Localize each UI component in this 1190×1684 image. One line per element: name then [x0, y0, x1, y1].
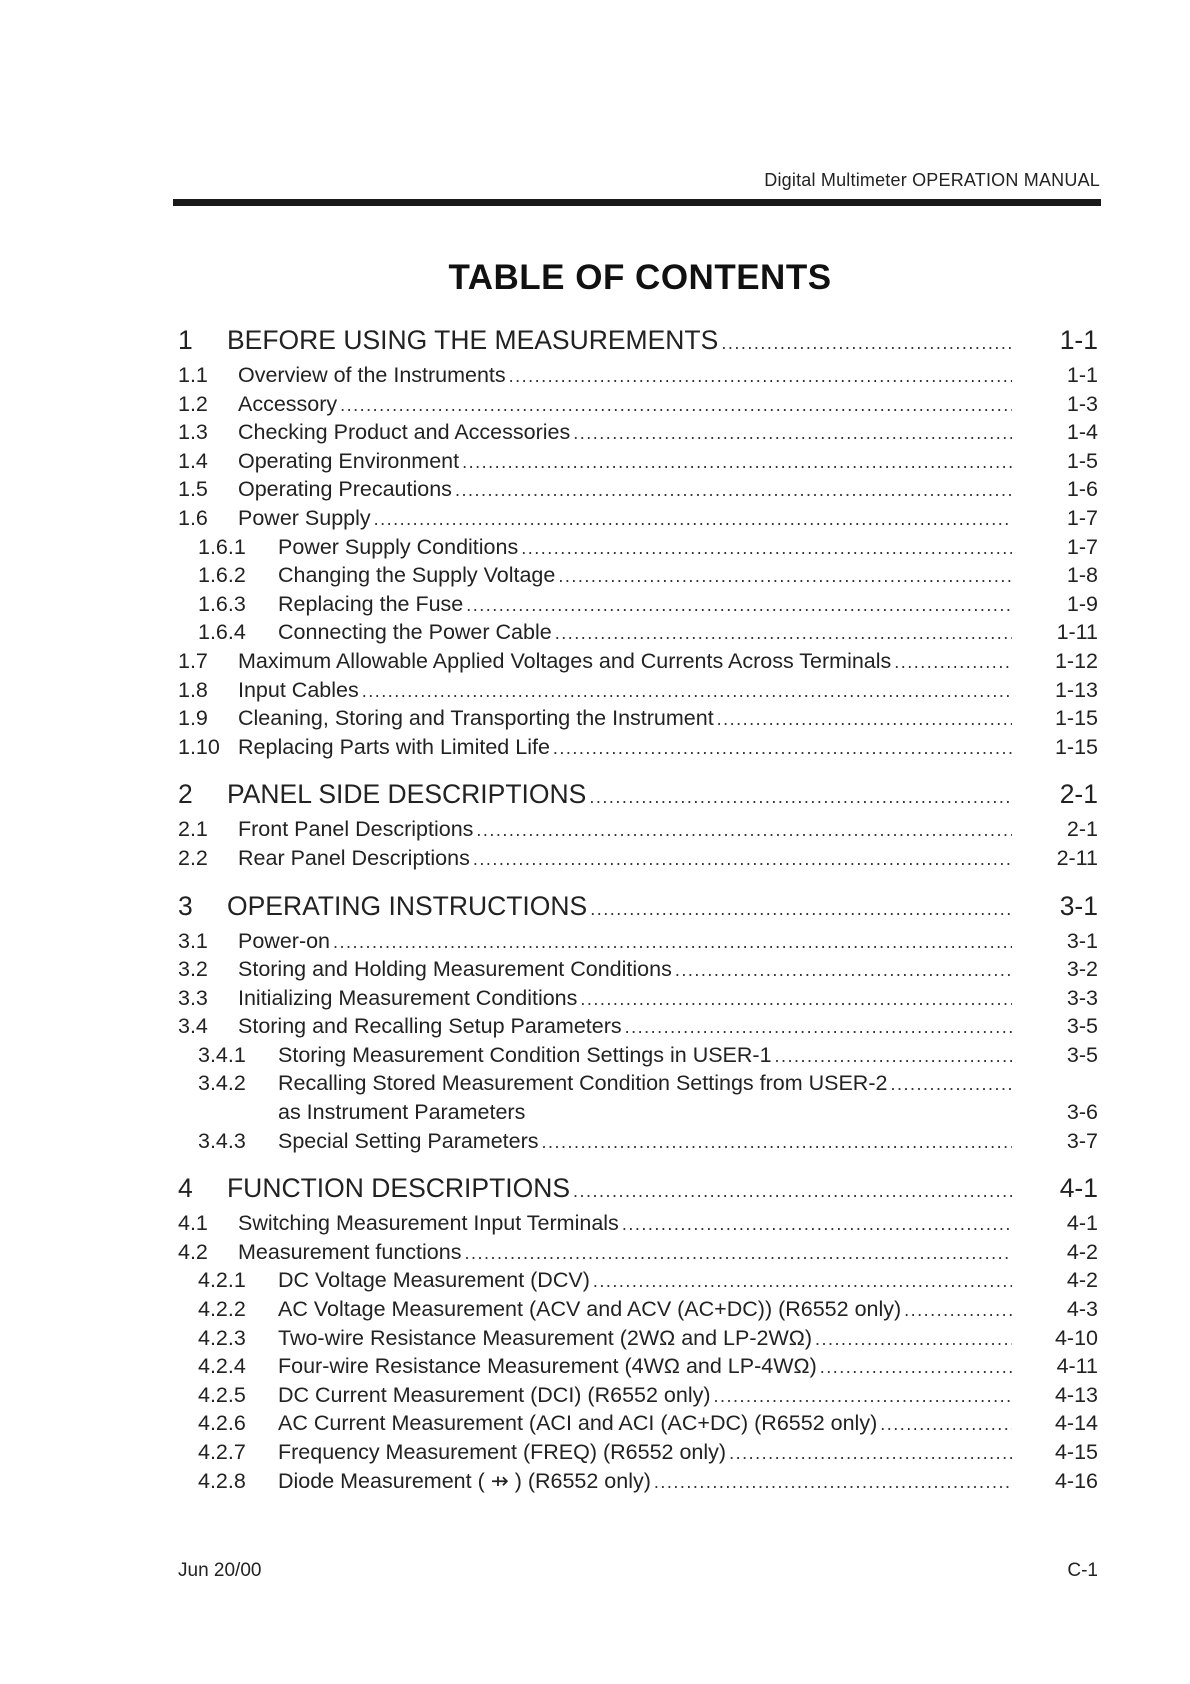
toc-entry-number: 3.1 [178, 928, 208, 953]
toc-entry-title: Special Setting Parameters [278, 1128, 539, 1153]
toc-entry-number: 3.3 [178, 985, 208, 1010]
toc-entry-title: DC Current Measurement (DCI) (R6552 only) [278, 1382, 711, 1407]
toc-entry-title: Storing and Recalling Setup Parameters [238, 1014, 622, 1039]
dot-leader [904, 1300, 1012, 1321]
toc-entry [178, 649, 1098, 678]
toc-entry-title: Replacing the Fuse [278, 591, 464, 616]
toc-entry-title: Power-on [238, 928, 331, 953]
toc-entry-page: 1-15 [1054, 706, 1098, 731]
toc-entry-page: 1-6 [1066, 477, 1098, 502]
toc-entry-title: Power Supply Conditions [278, 534, 519, 559]
toc-entry [178, 535, 1098, 564]
toc-entry-number: 1.8 [178, 677, 208, 702]
toc-entry-number: 1.6.2 [198, 563, 246, 588]
dot-leader [455, 480, 1012, 501]
dot-leader [521, 538, 1012, 559]
dot-leader [573, 1181, 1012, 1202]
toc-entry-page: 4-10 [1054, 1325, 1098, 1350]
toc-entry [178, 1014, 1098, 1043]
toc-entry-number: 4.2.5 [198, 1382, 246, 1407]
toc-entry-page: 1-9 [1066, 591, 1098, 616]
toc-entry-title: Operating Precautions [238, 477, 452, 502]
toc-entry-number: 1.7 [178, 648, 208, 673]
toc-entry-number: 4.2.1 [198, 1268, 246, 1293]
toc-entry-page: 4-1 [1059, 1173, 1098, 1204]
toc-entry-number: 3.4.1 [198, 1042, 246, 1067]
dot-leader [340, 395, 1012, 416]
toc-entry [178, 592, 1098, 621]
toc-entry-number: 1.5 [178, 477, 208, 502]
toc-entry-title: Storing and Holding Measurement Conditions [238, 957, 672, 982]
toc-entry-page: 3-1 [1066, 928, 1098, 953]
toc-chapter-entry [178, 779, 1098, 817]
footer-date: Jun 20/00 [178, 1560, 262, 1581]
dot-leader [553, 738, 1012, 759]
toc-entry [178, 1411, 1098, 1440]
dot-leader [714, 1386, 1012, 1407]
toc-entry-number: 3.4.2 [198, 1071, 246, 1096]
toc-entry-number: 3.4.3 [198, 1128, 246, 1153]
toc-entry-number: 3.2 [178, 957, 208, 982]
toc-entry-number: 1 [178, 325, 193, 355]
toc-entry [178, 706, 1098, 735]
header-rule [173, 199, 1101, 206]
toc-entry-title: FUNCTION DESCRIPTIONS [227, 1173, 571, 1204]
toc-list [178, 325, 1098, 1513]
dot-leader [573, 423, 1012, 444]
dot-leader [374, 509, 1012, 530]
toc-entry-page: 3-3 [1066, 985, 1098, 1010]
toc-entry [178, 1100, 1098, 1129]
toc-entry-page: 1-1 [1066, 363, 1098, 387]
toc-entry [178, 1043, 1098, 1072]
toc-entry-page: 3-5 [1066, 1014, 1098, 1039]
toc-entry-title: Checking Product and Accessories [238, 420, 571, 445]
toc-entry-number: 4.2.4 [198, 1354, 246, 1379]
toc-entry-title: BEFORE USING THE MEASUREMENTS [227, 325, 719, 355]
dot-leader [362, 681, 1012, 702]
toc-entry-page: 1-12 [1054, 648, 1098, 673]
page-header-title: Digital Multimeter OPERATION MANUAL [764, 170, 1100, 190]
toc-entry [178, 957, 1098, 986]
dot-leader [717, 709, 1012, 730]
toc-entry-number: 1.3 [178, 420, 208, 445]
toc-entry-page: 1-7 [1066, 505, 1098, 530]
toc-entry-title: Initializing Measurement Conditions [238, 985, 578, 1010]
toc-entry-title: Two-wire Resistance Measurement (2WΩ and LP-2WΩ) [278, 1325, 812, 1350]
toc-entry-page: 4-16 [1054, 1468, 1098, 1493]
toc-entry [178, 1326, 1098, 1355]
toc-entry-page: 4-1 [1066, 1211, 1098, 1236]
dot-leader [464, 1243, 1012, 1264]
toc-entry-number: 1.2 [178, 391, 208, 416]
toc-entry-page: 1-8 [1066, 563, 1098, 588]
toc-entry [178, 477, 1098, 506]
toc-entry-title: Measurement functions [238, 1239, 462, 1264]
toc-chapter-entry [178, 1173, 1098, 1211]
toc-entry-page: 1-15 [1054, 734, 1098, 759]
toc-section [178, 325, 1098, 763]
toc-entry-page: 1-1 [1059, 325, 1098, 355]
dot-leader [476, 820, 1012, 841]
toc-entry-title: Input Cables [238, 677, 359, 702]
toc-section [178, 891, 1098, 1158]
dot-leader [654, 1472, 1012, 1493]
toc-entry-page: 3-1 [1059, 890, 1098, 921]
toc-entry-page: 4-2 [1066, 1239, 1098, 1264]
toc-entry-page: 3-6 [1066, 1100, 1098, 1125]
toc-entry-page: 4-3 [1066, 1297, 1098, 1322]
toc-entry-title: Storing Measurement Condition Settings in USER-1 [278, 1042, 772, 1067]
toc-entry-title: OPERATING INSTRUCTIONS [227, 890, 588, 921]
toc-entry-page: 2-11 [1056, 845, 1098, 870]
dot-leader [894, 652, 1012, 673]
toc-entry-title: AC Current Measurement (ACI and ACI (AC+DC) (R6552 only) [278, 1411, 878, 1436]
toc-entry [178, 1469, 1098, 1498]
toc-entry-number: 1.6.4 [198, 620, 246, 645]
footer-page-number: C-1 [1067, 1560, 1098, 1581]
toc-entry [178, 1297, 1098, 1326]
toc-entry-page: 3-7 [1066, 1128, 1098, 1153]
dot-leader [880, 1414, 1012, 1435]
dot-leader [675, 960, 1012, 981]
toc-entry-title: Front Panel Descriptions [238, 817, 474, 842]
toc-entry-number: 2.2 [178, 845, 208, 870]
toc-entry-title: Overview of the Instruments [238, 363, 506, 387]
toc-entry-number: 4.2.6 [198, 1411, 246, 1436]
toc-entry [178, 929, 1098, 958]
dot-leader [622, 1214, 1012, 1235]
dot-leader [775, 1046, 1012, 1067]
dot-leader [890, 1074, 1012, 1095]
dot-leader [509, 366, 1012, 387]
toc-entry [178, 1071, 1098, 1100]
dot-leader [542, 1132, 1012, 1153]
dot-leader [555, 623, 1012, 644]
toc-entry-number: 4.2 [178, 1239, 208, 1264]
toc-entry [178, 449, 1098, 478]
toc-entry [178, 1440, 1098, 1469]
toc-entry-page: 1-11 [1056, 620, 1098, 645]
toc-entry-title: DC Voltage Measurement (DCV) [278, 1268, 590, 1293]
dot-leader [729, 1443, 1012, 1464]
toc-entry-title: Connecting the Power Cable [278, 620, 552, 645]
toc-entry [178, 620, 1098, 649]
toc-entry-title: Replacing Parts with Limited Life [238, 734, 550, 759]
toc-entry-title: Frequency Measurement (FREQ) (R6552 only) [278, 1440, 727, 1464]
toc-entry [178, 1240, 1098, 1269]
toc-entry-page: 1-4 [1066, 420, 1098, 445]
toc-entry-number: 1.4 [178, 448, 208, 473]
toc-entry-number: 1.6.3 [198, 591, 246, 616]
toc-entry [178, 420, 1098, 449]
toc-entry-number: 1.6 [178, 505, 208, 530]
toc-entry-title: as Instrument Parameters [278, 1100, 526, 1125]
toc-entry-title: Changing the Supply Voltage [278, 563, 556, 588]
dot-leader [815, 1329, 1012, 1350]
toc-entry-number: 4 [178, 1173, 193, 1204]
toc-entry [178, 678, 1098, 707]
dot-leader [473, 849, 1012, 870]
dot-leader [590, 899, 1012, 920]
toc-entry [178, 363, 1098, 392]
dot-leader [820, 1357, 1012, 1378]
toc-entry-number: 2 [178, 779, 193, 810]
toc-entry-number: 1.6.1 [198, 534, 246, 559]
toc-entry-title: Maximum Allowable Applied Voltages and Currents Across Terminals [238, 648, 892, 673]
toc-entry [178, 1211, 1098, 1240]
toc-entry [178, 846, 1098, 875]
toc-entry-number: 4.2.7 [198, 1440, 246, 1464]
toc-entry-page: 3-5 [1066, 1042, 1098, 1067]
toc-entry-page: 2-1 [1059, 779, 1098, 810]
toc-entry-page: 4-14 [1054, 1411, 1098, 1436]
toc-entry-page: 1-5 [1066, 448, 1098, 473]
toc-entry-number: 3 [178, 890, 193, 921]
toc-entry-page: 4-11 [1056, 1354, 1098, 1379]
toc-entry-page: 3-2 [1066, 957, 1098, 982]
toc-entry-title: Accessory [238, 391, 338, 416]
toc-entry-title: Power Supply [238, 505, 371, 530]
toc-entry [178, 1383, 1098, 1412]
toc-entry-title: AC Voltage Measurement (ACV and ACV (AC+DC)) (R6552 only) [278, 1297, 902, 1322]
toc-entry-title: Four-wire Resistance Measurement (4WΩ and LP-4WΩ) [278, 1354, 817, 1379]
toc-entry-page: 4-15 [1054, 1440, 1098, 1464]
toc-entry [178, 986, 1098, 1015]
toc-entry-title: Diode Measurement ( ⇸ ) (R6552 only) [278, 1468, 651, 1493]
dot-leader [721, 333, 1012, 354]
toc-entry-page: 1-13 [1054, 677, 1098, 702]
dot-leader [593, 1271, 1012, 1292]
toc-entry-title: Operating Environment [238, 448, 460, 473]
toc-entry [178, 817, 1098, 846]
dot-leader [589, 787, 1012, 808]
toc-entry [178, 1354, 1098, 1383]
toc-entry-page: 1-7 [1066, 534, 1098, 559]
toc-chapter-entry [178, 325, 1098, 363]
toc-entry-page: 4-13 [1054, 1382, 1098, 1407]
toc-entry [178, 1129, 1098, 1158]
toc-entry-number: 1.9 [178, 706, 208, 731]
toc-entry [178, 392, 1098, 421]
toc-section [178, 1173, 1098, 1497]
toc-entry-number: 3.4 [178, 1014, 208, 1039]
toc-section [178, 779, 1098, 874]
toc-entry-number: 1.10 [178, 734, 220, 759]
dot-leader [625, 1017, 1012, 1038]
toc-entry-title: PANEL SIDE DESCRIPTIONS [227, 779, 587, 810]
toc-entry-page: 4-2 [1066, 1268, 1098, 1293]
toc-entry-number: 4.1 [178, 1211, 208, 1236]
dot-leader [333, 932, 1012, 953]
toc-entry [178, 735, 1098, 764]
toc-entry-title: Switching Measurement Input Terminals [238, 1211, 619, 1236]
toc-entry-page: 2-1 [1066, 817, 1098, 842]
toc-entry-number: 1.1 [178, 363, 208, 387]
dot-leader [580, 989, 1012, 1010]
toc-entry-title: Recalling Stored Measurement Condition Settings from USER-2 [278, 1071, 888, 1096]
dot-leader [462, 452, 1012, 473]
toc-heading: TABLE OF CONTENTS [448, 258, 832, 297]
toc-entry [178, 506, 1098, 535]
toc-entry-number: 4.2.3 [198, 1325, 246, 1350]
toc-entry [178, 1268, 1098, 1297]
toc-entry-title: Cleaning, Storing and Transporting the Instrument [238, 706, 714, 731]
toc-entry-number: 2.1 [178, 817, 208, 842]
dot-leader [558, 566, 1012, 587]
toc-chapter-entry [178, 891, 1098, 929]
toc-entry-number: 4.2.2 [198, 1297, 246, 1322]
toc-entry-page: 1-3 [1066, 391, 1098, 416]
toc-entry-number: 4.2.8 [198, 1468, 246, 1493]
dot-leader [466, 595, 1012, 616]
toc-entry [178, 563, 1098, 592]
toc-entry-title: Rear Panel Descriptions [238, 845, 470, 870]
